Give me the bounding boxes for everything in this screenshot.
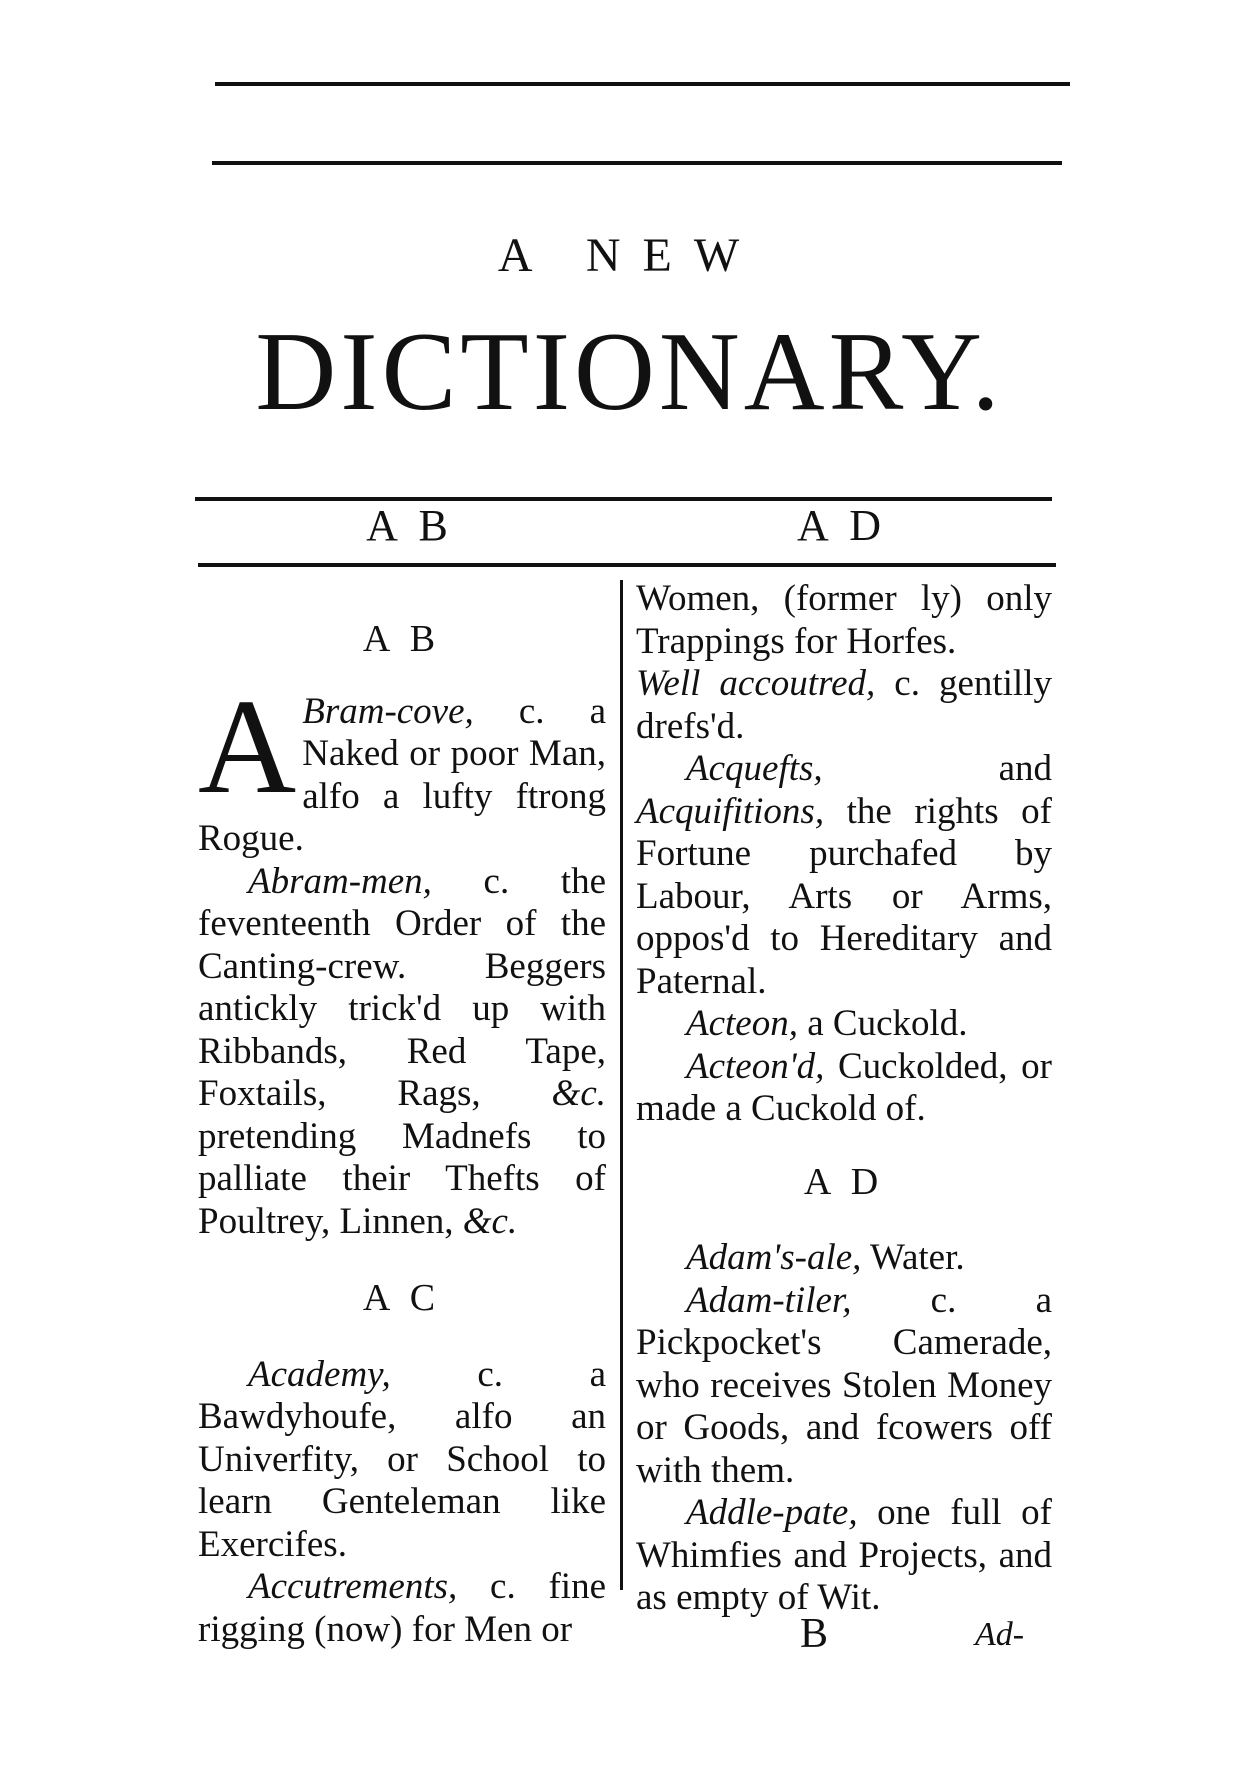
- definition-adam-tiler: c. a Pickpocket's Camerade, who receives Stolen Money or Goods, and fcowers off with them.: [636, 1279, 1052, 1491]
- term-abram-men: Abram-men,: [248, 860, 432, 902]
- entry-bram-cove: [198, 671, 606, 861]
- definition-acteon: a Cuckold.: [797, 1003, 968, 1044]
- definition-addle-pate: one full of Whimfies and Projects, and as empty of Wit.: [636, 1492, 1052, 1618]
- conjunction: and: [822, 748, 1052, 789]
- definition-abram-men: c. the feventeenth Order of the Canting-crew. Beggers antickly trick'd up with Ribbands, Red Tape, Foxtails, Rags,: [198, 860, 606, 1114]
- top-rule-1: [215, 82, 1070, 86]
- catchword: Ad-: [975, 1616, 1025, 1653]
- etc-mark-2: &c.: [462, 1200, 518, 1242]
- entry-accutrements: [198, 1566, 606, 1651]
- term-acquisitions: Acquifitions,: [636, 790, 825, 832]
- signature-mark: B: [800, 1611, 829, 1657]
- drop-cap: A: [198, 671, 297, 822]
- term-adam-tiler: Adam-tiler,: [686, 1279, 852, 1321]
- entry-addle-pate: [636, 1492, 1052, 1620]
- term-acteon: Acteon,: [686, 1003, 798, 1044]
- entry-academy: [198, 1354, 606, 1567]
- section-heading-ab: A B: [362, 618, 442, 660]
- term-acteond: Acteon'd,: [686, 1045, 825, 1087]
- term-acquests: Acquefts,: [686, 748, 823, 789]
- term-addle-pate: Addle-pate,: [686, 1492, 858, 1533]
- entry-acquests: [636, 748, 1052, 1003]
- definition-bram-cove: c. a Naked or poor Man, alfo a lufty ftrong Rogue.: [198, 690, 606, 859]
- right-column: [636, 578, 1052, 1620]
- definition-academy: c. a Bawdyhoufe, alfo an Univerfity, or School to learn Genteleman like Exercifes.: [198, 1353, 606, 1565]
- entry-acteond: [636, 1046, 1052, 1131]
- term-academy: Academy,: [248, 1353, 391, 1395]
- definition-accutrements: c. fine rigging (now) for Men or: [198, 1566, 606, 1650]
- top-rule-2: [212, 161, 1062, 165]
- definition-well-accoutred: c. gentilly drefs'd.: [636, 663, 1052, 747]
- term-bram-cove: Bram-cove,: [302, 690, 474, 732]
- entry-acteon: [636, 1003, 1052, 1046]
- definition-abram-men-cont: pretending Madnefs to palliate their Thefts of Poultrey, Linnen,: [198, 1115, 606, 1242]
- running-head-left: A B: [366, 501, 454, 550]
- etc-mark: &c.: [551, 1073, 606, 1114]
- term-well-accoutred: Well accoutred,: [636, 663, 876, 704]
- definition-acquests: the rights of Fortune purchafed by Labour, Arts or Arms, oppos'd to Hereditary and Paternal.: [636, 790, 1052, 1002]
- definition-adams-ale: Water.: [861, 1237, 965, 1278]
- entry-adams-ale: [636, 1237, 1052, 1280]
- running-head-right: A D: [796, 501, 888, 550]
- column-divider: [620, 580, 623, 1590]
- entry-abram-men: [198, 861, 606, 1244]
- section-heading-ad: A D: [803, 1160, 885, 1203]
- section-heading-ac: A C: [362, 1277, 442, 1319]
- left-column: [198, 590, 606, 1651]
- entry-well-accoutred: [636, 663, 1052, 748]
- entry-adam-tiler: [636, 1280, 1052, 1493]
- continued-text: Women, (former ly) only Trappings for Horfes.: [636, 578, 1052, 662]
- page-title: DICTIONARY.: [255, 310, 1004, 434]
- term-accutrements: Accutrements,: [248, 1566, 458, 1607]
- running-head-rule-bottom: [198, 563, 1056, 567]
- pre-title: A NEW: [497, 229, 762, 282]
- definition-acteond: Cuckolded, or made a Cuckold of.: [636, 1045, 1052, 1129]
- term-adams-ale: Adam's-ale,: [686, 1237, 862, 1278]
